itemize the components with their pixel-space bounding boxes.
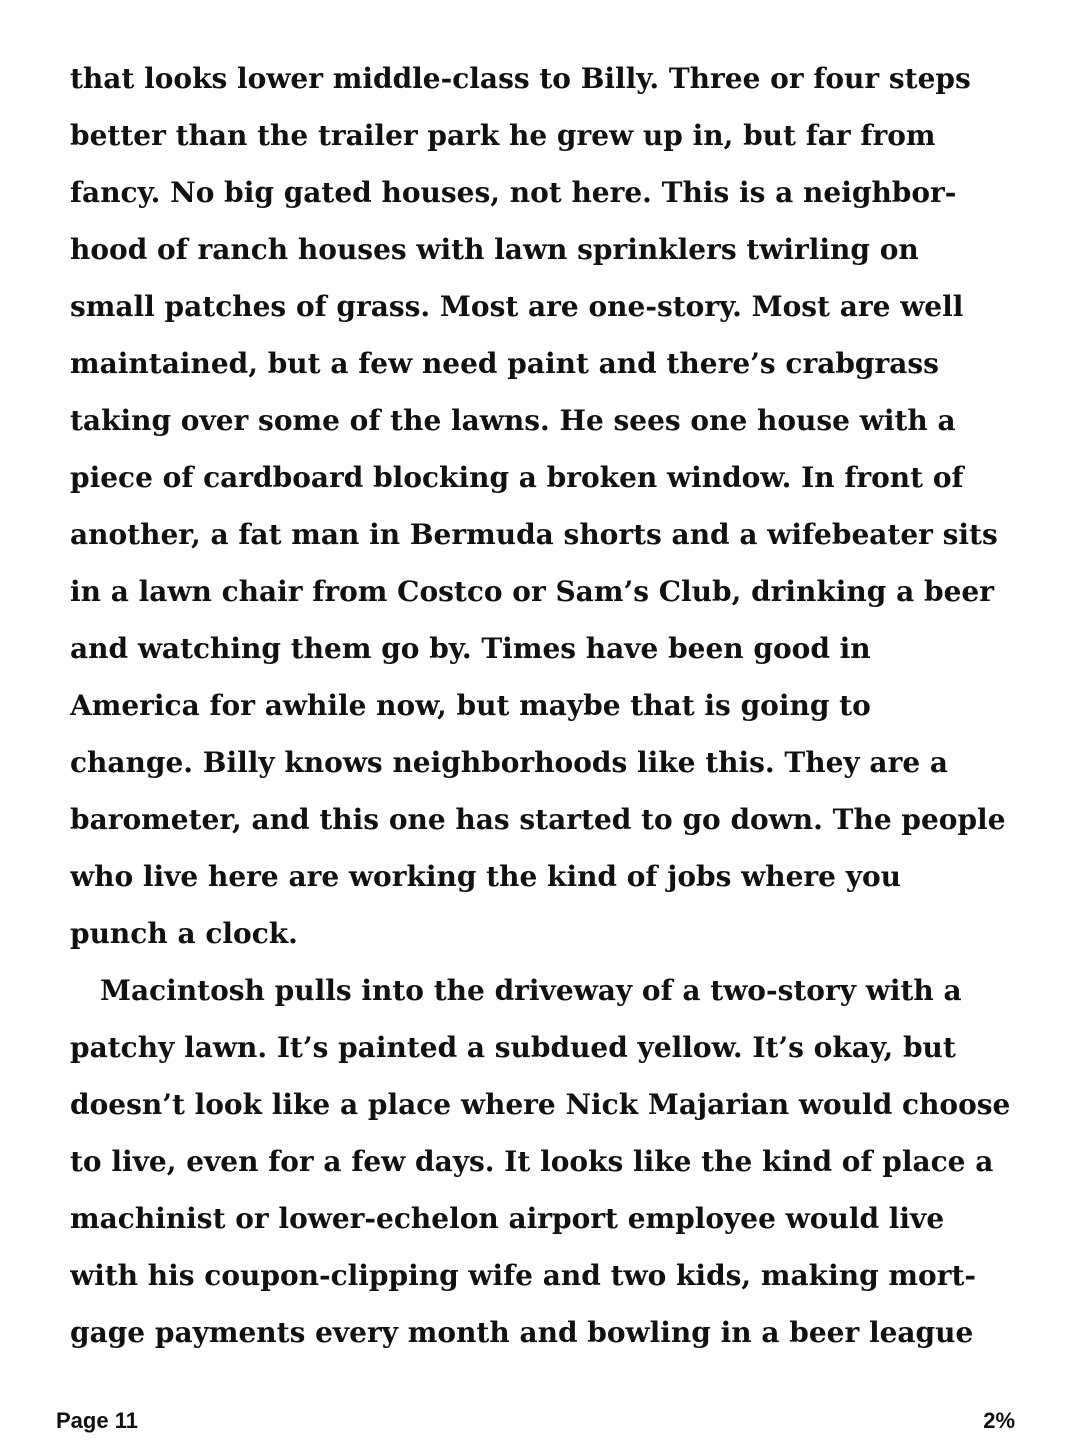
text-line: machinist or lower-echelon airport employee would live [70, 1202, 945, 1235]
text-line: maintained, but a few need paint and there’s crabgrass [70, 347, 939, 380]
text-line: piece of cardboard blocking a broken window. In front of [70, 461, 964, 494]
text-line: barometer, and this one has started to go down. The people [70, 803, 1006, 836]
text-line: with his coupon-clipping wife and two kids, making mort- [70, 1259, 977, 1292]
text-line: better than the trailer park he grew up in, but far from [70, 119, 936, 152]
text-line-paragraph-start: Macintosh pulls into the driveway of a two-story with a [100, 974, 962, 1007]
text-line: doesn’t look like a place where Nick Majarian would choose [70, 1088, 1010, 1121]
text-line: small patches of grass. Most are one-story. Most are well [70, 290, 964, 323]
text-line: change. Billy knows neighborhoods like this. They are a [70, 746, 949, 779]
text-line: and watching them go by. Times have been good in [70, 632, 871, 665]
text-line: fancy. No big gated houses, not here. This is a neighbor- [70, 176, 957, 209]
text-line: hood of ranch houses with lawn sprinklers twirling on [70, 233, 919, 266]
text-line: taking over some of the lawns. He sees one house with a [70, 404, 956, 437]
text-line: another, a fat man in Bermuda shorts and a wifebeater sits [70, 518, 998, 551]
reader-footer [0, 1405, 1072, 1445]
text-line: that looks lower middle-class to Billy. Three or four steps [70, 62, 971, 95]
text-line: in a lawn chair from Costco or Sam’s Club, drinking a beer [70, 575, 994, 608]
text-line: who live here are working the kind of jobs where you [70, 860, 902, 893]
book-text [70, 50, 1010, 1361]
text-line: America for awhile now, but maybe that is going to [70, 689, 871, 722]
page-number: Page 11 [56, 1408, 138, 1433]
text-line: punch a clock. [70, 917, 298, 950]
text-line: to live, even for a few days. It looks like the kind of place a [70, 1145, 994, 1178]
text-line: patchy lawn. It’s painted a subdued yellow. It’s okay, but [70, 1031, 956, 1064]
text-line: gage payments every month and bowling in a beer league [70, 1316, 974, 1349]
reading-progress: 2% [983, 1408, 1015, 1433]
